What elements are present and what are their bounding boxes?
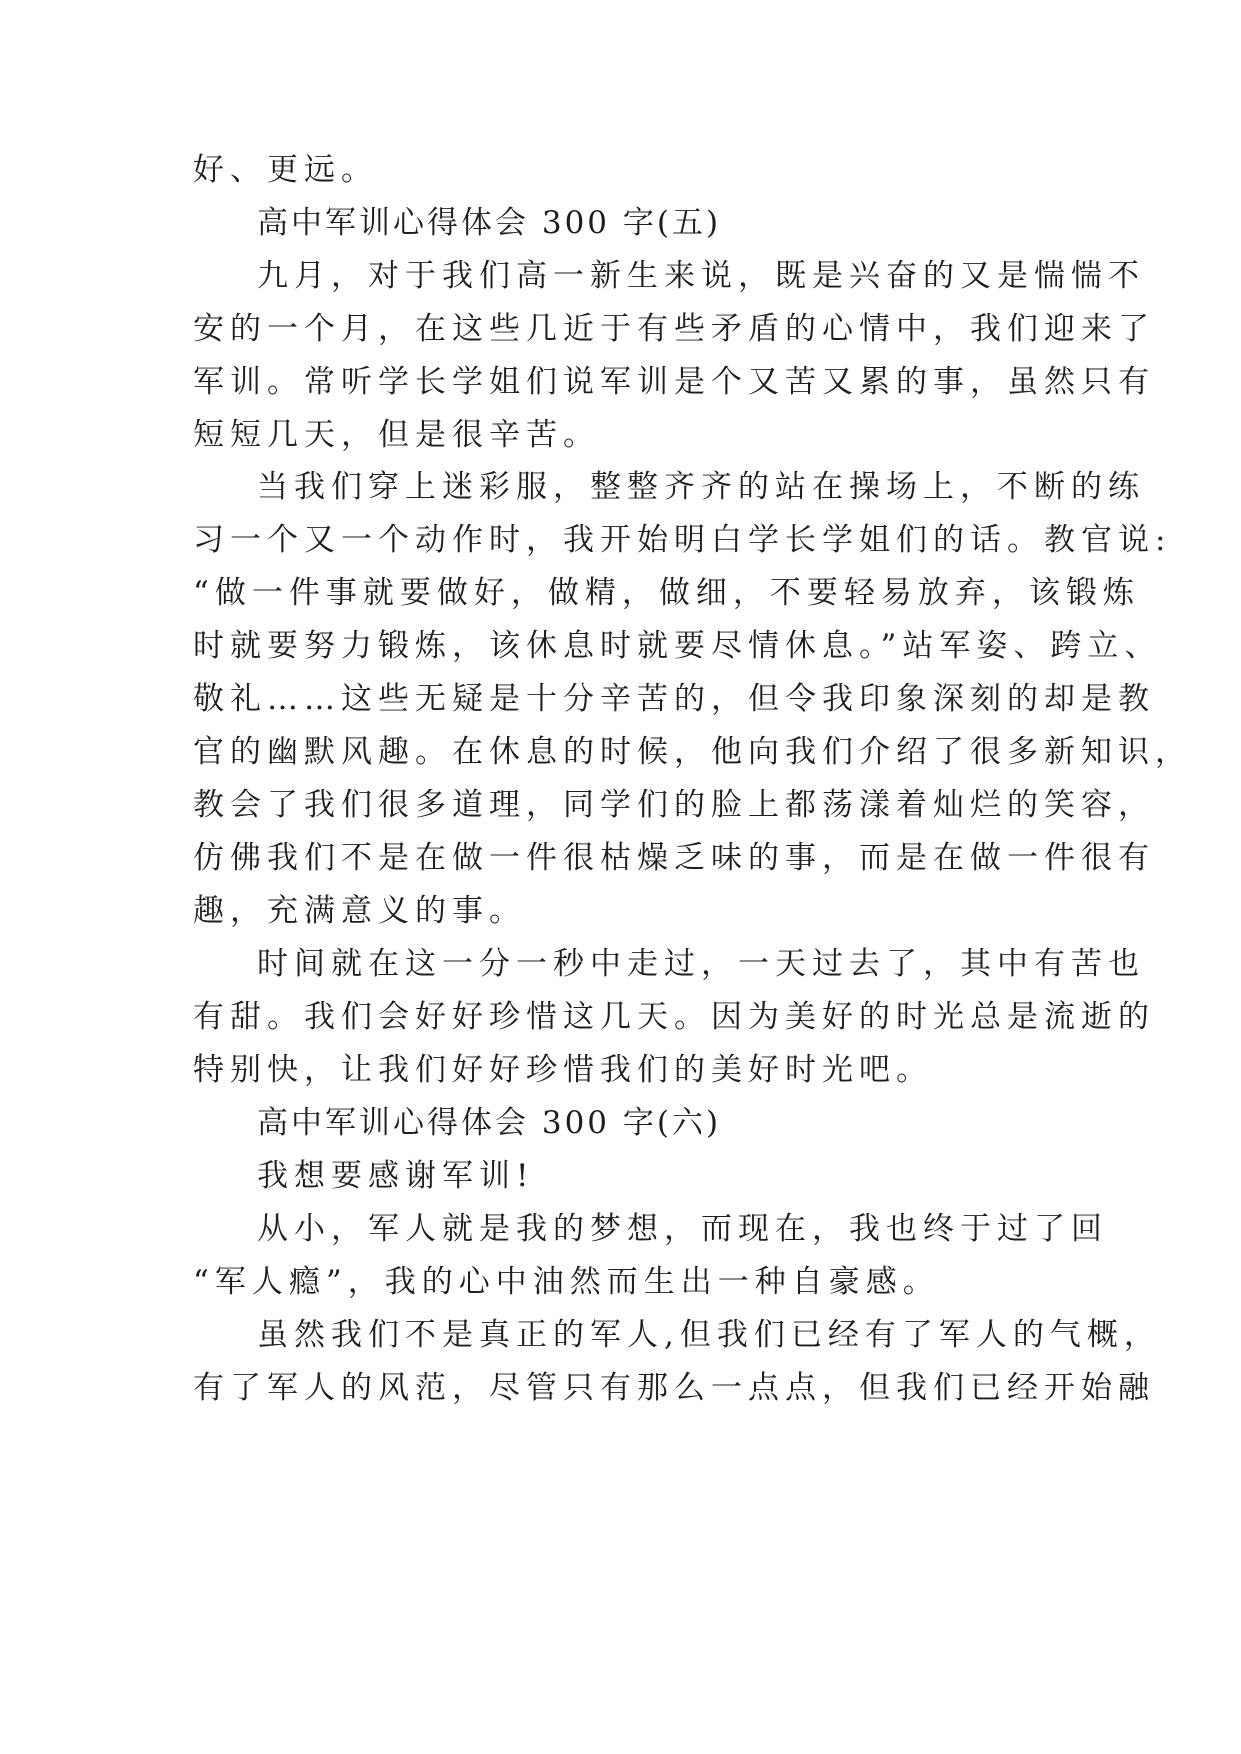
paragraph-line: 趣，充满意义的事。 — [193, 893, 526, 929]
paragraph-line: 有了军人的风范，尽管只有那么一点点，但我们已经开始融 — [193, 1370, 1155, 1406]
section-heading-6: 高中军训心得体会 300 字(六) — [257, 1105, 722, 1141]
paragraph-line: 官的幽默风趣。在休息的时候，他向我们介绍了很多新知识， — [193, 734, 1192, 770]
paragraph-line: 特别快，让我们好好珍惜我们的美好时光吧。 — [193, 1052, 933, 1088]
paragraph-line: 有甜。我们会好好珍惜这几天。因为美好的时光总是流逝的 — [193, 999, 1155, 1035]
section-heading-5: 高中军训心得体会 300 字(五) — [257, 205, 722, 241]
paragraph-line: 当我们穿上迷彩服，整整齐齐的站在操场上，不断的练 — [257, 469, 1145, 505]
paragraph-line: 我想要感谢军训! — [257, 1158, 535, 1194]
paragraph-line: “军人瘾”，我的心中油然而生出一种自豪感。 — [193, 1264, 940, 1300]
paragraph-line: 九月，对于我们高一新生来说，既是兴奋的又是惴惴不 — [257, 258, 1145, 294]
paragraph-line: 短短几天，但是很辛苦。 — [193, 417, 600, 453]
paragraph-line: 虽然我们不是真正的军人,但我们已经有了军人的气概， — [257, 1317, 1161, 1353]
paragraph-line: 敬礼……这些无疑是十分辛苦的，但令我印象深刻的却是教 — [193, 681, 1155, 717]
paragraph-line: 时就要努力锻炼，该休息时就要尽情休息。”站军姿、跨立、 — [193, 628, 1162, 664]
paragraph-line: 军训。常听学长学姐们说军训是个又苦又累的事，虽然只有 — [193, 364, 1155, 400]
paragraph-line: 习一个又一个动作时，我开始明白学长学姐们的话。教官说: — [193, 522, 1172, 558]
paragraph-line: 安的一个月，在这些几近于有些矛盾的心情中，我们迎来了 — [193, 311, 1155, 347]
paragraph-line: 好、更远。 — [193, 152, 378, 188]
paragraph-line: 仿佛我们不是在做一件很枯燥乏味的事，而是在做一件很有 — [193, 840, 1155, 876]
paragraph-line: 教会了我们很多道理，同学们的脸上都荡漾着灿烂的笑容， — [193, 787, 1155, 823]
paragraph-line: “做一件事就要做好，做精，做细，不要轻易放弃，该锻炼 — [193, 575, 1140, 611]
paragraph-line: 从小，军人就是我的梦想，而现在，我也终于过了回 — [257, 1211, 1108, 1247]
paragraph-line: 时间就在这一分一秒中走过，一天过去了，其中有苦也 — [257, 946, 1145, 982]
